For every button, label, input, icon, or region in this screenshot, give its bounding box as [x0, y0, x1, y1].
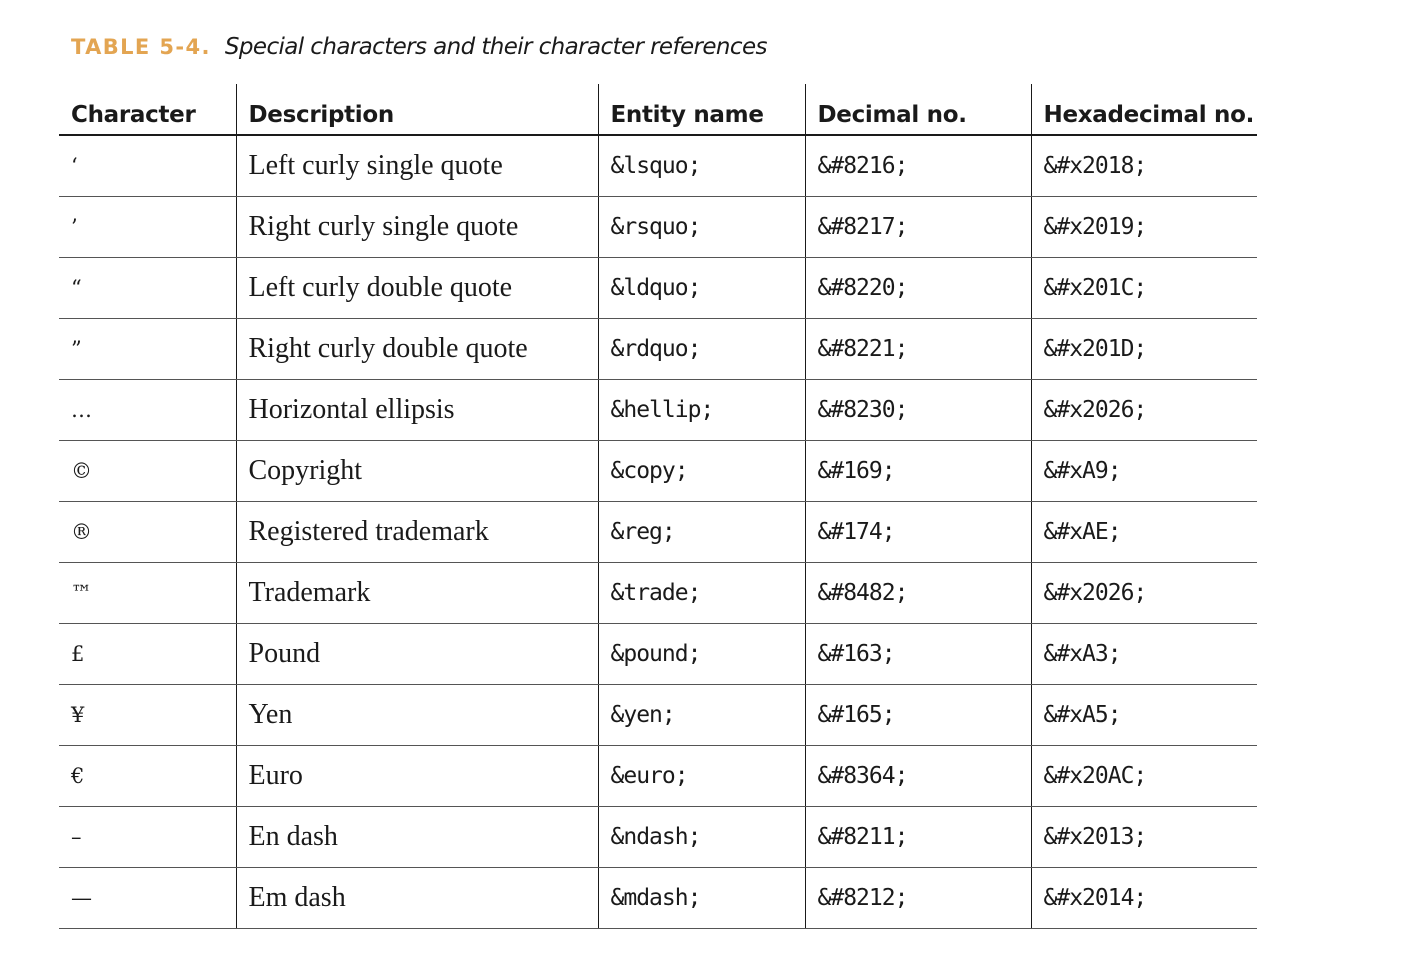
- character-cell: –: [59, 807, 236, 868]
- entity-name-cell: &pound;: [598, 624, 805, 685]
- decimal-cell: &#8216;: [805, 135, 1031, 197]
- hexadecimal-cell: &#x2018;: [1031, 135, 1257, 197]
- hexadecimal-cell: &#x2026;: [1031, 380, 1257, 441]
- column-header-character: Character: [59, 84, 236, 135]
- decimal-cell: &#169;: [805, 441, 1031, 502]
- entity-name-cell: &ldquo;: [598, 258, 805, 319]
- character-cell: “: [59, 258, 236, 319]
- column-header-description: Description: [236, 84, 598, 135]
- entity-name-cell: &hellip;: [598, 380, 805, 441]
- decimal-cell: &#8217;: [805, 197, 1031, 258]
- hexadecimal-cell: &#x2019;: [1031, 197, 1257, 258]
- table-row: [59, 746, 1257, 807]
- description-cell: Left curly single quote: [236, 135, 598, 197]
- hexadecimal-cell: &#x2013;: [1031, 807, 1257, 868]
- decimal-cell: &#174;: [805, 502, 1031, 563]
- table-row: [59, 807, 1257, 868]
- description-cell: Pound: [236, 624, 598, 685]
- table-row: [59, 502, 1257, 563]
- decimal-cell: &#165;: [805, 685, 1031, 746]
- character-cell: …: [59, 380, 236, 441]
- entity-name-cell: &trade;: [598, 563, 805, 624]
- table-row: [59, 258, 1257, 319]
- character-cell: ®: [59, 502, 236, 563]
- description-cell: Copyright: [236, 441, 598, 502]
- description-cell: Registered trademark: [236, 502, 598, 563]
- hexadecimal-cell: &#x201C;: [1031, 258, 1257, 319]
- table-row: [59, 624, 1257, 685]
- decimal-cell: &#8482;: [805, 563, 1031, 624]
- decimal-cell: &#8230;: [805, 380, 1031, 441]
- table-row: [59, 319, 1257, 380]
- character-cell: ©: [59, 441, 236, 502]
- hexadecimal-cell: &#xA9;: [1031, 441, 1257, 502]
- header-row: [59, 84, 1257, 135]
- hexadecimal-cell: &#xA3;: [1031, 624, 1257, 685]
- decimal-cell: &#8220;: [805, 258, 1031, 319]
- description-cell: Trademark: [236, 563, 598, 624]
- entity-name-cell: &yen;: [598, 685, 805, 746]
- description-cell: Left curly double quote: [236, 258, 598, 319]
- description-cell: Horizontal ellipsis: [236, 380, 598, 441]
- table-row: [59, 441, 1257, 502]
- description-cell: Right curly single quote: [236, 197, 598, 258]
- description-cell: Em dash: [236, 868, 598, 929]
- character-cell: ’: [59, 197, 236, 258]
- description-cell: En dash: [236, 807, 598, 868]
- decimal-cell: &#8364;: [805, 746, 1031, 807]
- column-header-entity-name: Entity name: [598, 84, 805, 135]
- description-cell: Right curly double quote: [236, 319, 598, 380]
- entity-name-cell: &lsquo;: [598, 135, 805, 197]
- table-row: [59, 380, 1257, 441]
- column-header-decimal: Decimal no.: [805, 84, 1031, 135]
- decimal-cell: &#8212;: [805, 868, 1031, 929]
- hexadecimal-cell: &#x20AC;: [1031, 746, 1257, 807]
- table-row: [59, 685, 1257, 746]
- decimal-cell: &#8211;: [805, 807, 1031, 868]
- hexadecimal-cell: &#xA5;: [1031, 685, 1257, 746]
- character-cell: ™: [59, 563, 236, 624]
- entity-name-cell: &rsquo;: [598, 197, 805, 258]
- character-cell: ”: [59, 319, 236, 380]
- character-cell: —: [59, 868, 236, 929]
- table-title: Special characters and their character references: [224, 34, 767, 60]
- table-body: [59, 135, 1257, 929]
- entity-name-cell: &euro;: [598, 746, 805, 807]
- description-cell: Euro: [236, 746, 598, 807]
- table-number: TABLE 5-4.: [71, 35, 211, 59]
- entity-name-cell: &rdquo;: [598, 319, 805, 380]
- table-row: [59, 868, 1257, 929]
- decimal-cell: &#8221;: [805, 319, 1031, 380]
- decimal-cell: &#163;: [805, 624, 1031, 685]
- table-caption: [71, 34, 767, 66]
- hexadecimal-cell: &#x201D;: [1031, 319, 1257, 380]
- hexadecimal-cell: &#x2026;: [1031, 563, 1257, 624]
- description-cell: Yen: [236, 685, 598, 746]
- entity-name-cell: &reg;: [598, 502, 805, 563]
- table-row: [59, 563, 1257, 624]
- entity-name-cell: &copy;: [598, 441, 805, 502]
- character-reference-table: [59, 84, 1257, 929]
- table-row: [59, 197, 1257, 258]
- table-row: [59, 135, 1257, 197]
- entity-name-cell: &ndash;: [598, 807, 805, 868]
- character-cell: ¥: [59, 685, 236, 746]
- character-cell: €: [59, 746, 236, 807]
- hexadecimal-cell: &#xAE;: [1031, 502, 1257, 563]
- entity-name-cell: &mdash;: [598, 868, 805, 929]
- hexadecimal-cell: &#x2014;: [1031, 868, 1257, 929]
- character-cell: £: [59, 624, 236, 685]
- column-header-hexadecimal: Hexadecimal no.: [1031, 84, 1257, 135]
- character-cell: ‘: [59, 135, 236, 197]
